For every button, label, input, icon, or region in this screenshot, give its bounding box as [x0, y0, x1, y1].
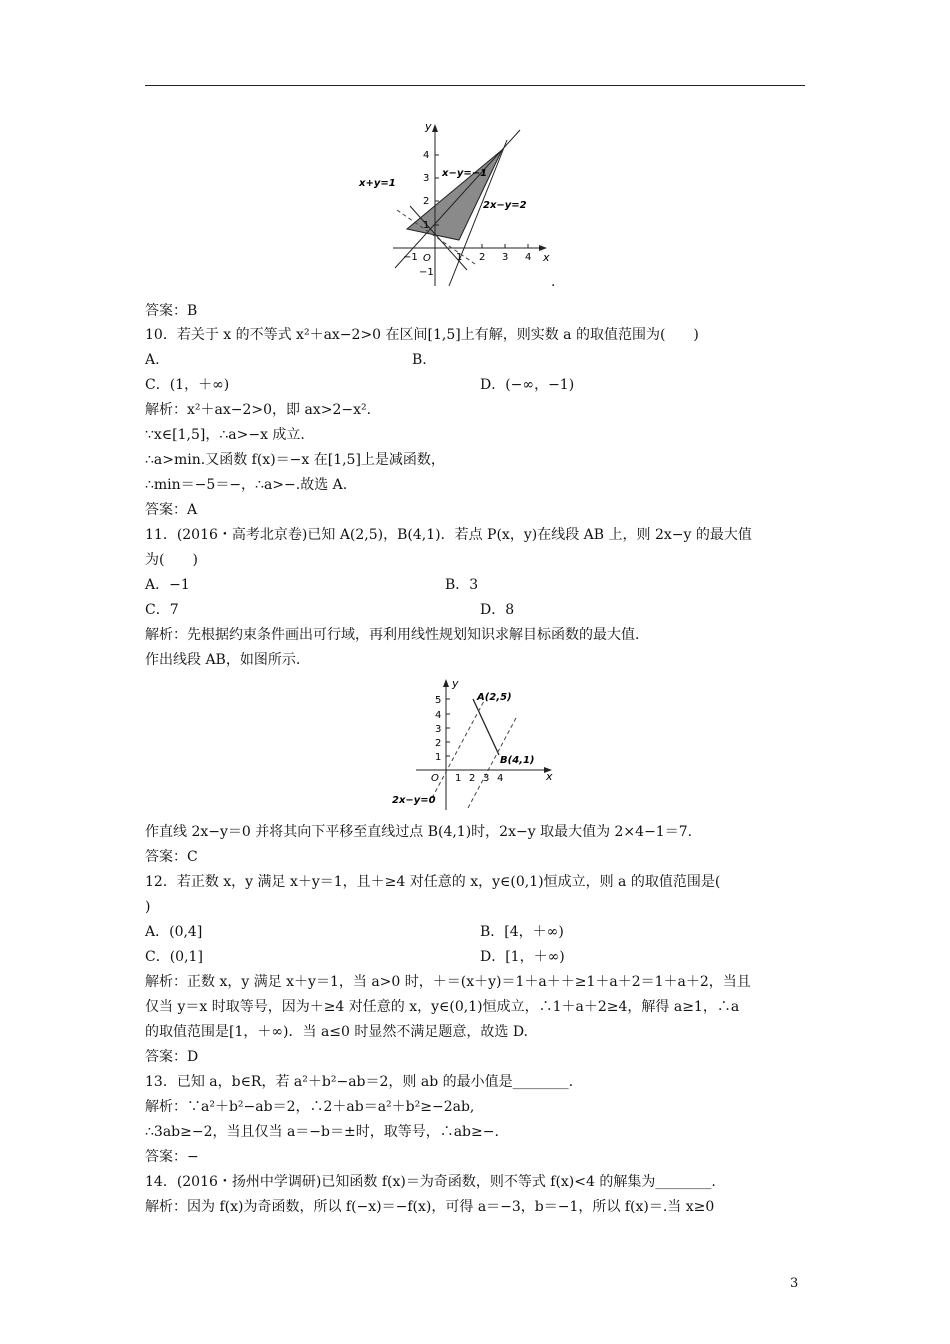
text-line: 解析：∵a²＋b²−ab＝2，∴2＋ab＝a²＋b²≥−2ab, — [145, 1099, 475, 1115]
text-line: A．(0,4] — [145, 924, 203, 940]
text-line: 答案：B — [145, 303, 198, 319]
fig2-y-tick: 3 — [435, 724, 442, 735]
text-line: D．8 — [480, 602, 515, 618]
text-line: 11．(2016・高考北京卷)已知 A(2,5)，B(4,1)．若点 P(x，y)在线段 AB 上，则 2x−y 的最大值 — [145, 527, 752, 543]
fig1-x-tick: 3 — [502, 252, 509, 263]
fig1-y-tick: 4 — [423, 150, 430, 161]
fig2-x-tick: 4 — [497, 773, 504, 784]
fig1-x-tick: 2 — [479, 252, 486, 263]
text-line: ∵x∈[1,5]，∴a>−x 成立. — [145, 427, 305, 443]
fig1-line-label: x−y=−1 — [442, 168, 488, 179]
text-line: A. — [145, 352, 160, 368]
text-line: 答案：C — [145, 849, 198, 865]
fig2-point-a-label: A(2,5) — [477, 692, 512, 703]
fig1-x-tick: −1 — [403, 252, 418, 263]
fig2-y-axis-label: y — [452, 677, 459, 690]
text-line: 答案：A — [145, 502, 198, 518]
text-line: ∴3ab≥−2，当且仅当 a＝−b＝±时，取等号，∴ab≥−. — [145, 1124, 499, 1140]
text-line: 作直线 2x−y＝0 并将其向下平移至直线过点 B(4,1)时，2x−y 取最大值为 2×4−1＝7. — [145, 824, 693, 840]
text-line: 答案：D — [145, 1049, 199, 1065]
text-line: C．7 — [145, 602, 179, 618]
fig2-line-label: 2x−y=0 — [392, 795, 436, 806]
text-line: 答案：− — [145, 1149, 199, 1165]
text-line: D．[1，＋∞) — [480, 949, 565, 965]
text-line: 解析：正数 x，y 满足 x＋y＝1，当 a>0 时，＋＝(x＋y)＝1＋a＋＋≥1＋a＋2＝1＋a＋2，当且 — [145, 974, 751, 990]
fig2-point-b-label: B(4,1) — [500, 755, 535, 766]
line-x-minus-y — [395, 130, 520, 268]
text-line: ) — [145, 899, 151, 915]
text-line: B．[4，＋∞) — [480, 924, 564, 940]
fig1-origin: O — [423, 253, 431, 264]
fig1-x-tick: 4 — [525, 252, 532, 263]
text-line: ∴min＝−5＝−，∴a>−.故选 A. — [145, 477, 348, 493]
text-line: 的取值范围是[1，＋∞)．当 a≤0 时显然不满足题意，故选 D. — [145, 1024, 529, 1040]
text-line: C．(1，＋∞) — [145, 377, 230, 393]
fig2-x-tick: 3 — [483, 773, 490, 784]
fig2-y-tick: 4 — [435, 710, 442, 721]
fig1-x-tick: 1 — [456, 252, 463, 263]
text-line: 解析：因为 f(x)为奇函数，所以 f(−x)＝−f(x)，可得 a＝−3，b＝−1，所以 f(x)＝.当 x≥0 — [145, 1199, 715, 1215]
segment-ab — [473, 699, 499, 755]
fig2-y-tick: 5 — [435, 695, 442, 706]
text-line: 解析：x²＋ax−2>0，即 ax>2−x². — [145, 402, 372, 418]
text-line: 13．已知 a，b∈R，若 a²＋b²−ab＝2，则 ab 的最小值是________. — [145, 1074, 574, 1090]
text-line: A．−1 — [145, 577, 190, 593]
fig1-y-tick: −1 — [419, 267, 434, 278]
fig2-x-tick: 1 — [455, 773, 462, 784]
text-line: 10．若关于 x 的不等式 x²＋ax−2>0 在区间[1,5]上有解，则实数 a 的取值范围为( ) — [145, 327, 699, 343]
fig1-y-axis-label: y — [425, 120, 432, 133]
text-line: ∴a>min.又函数 f(x)＝−x 在[1,5]上是减函数， — [145, 452, 445, 468]
text-line: 14．(2016・扬州中学调研)已知函数 f(x)＝为奇函数，则不等式 f(x)<4 的解集为________. — [145, 1174, 716, 1190]
fig1-y-tick: 1 — [423, 220, 430, 231]
text-line: 解析：先根据约束条件画出可行域，再利用线性规划知识求解目标函数的最大值. — [145, 627, 640, 643]
fig1-line-label: 2x−y=2 — [483, 200, 527, 211]
text-line: 仅当 y＝x 时取等号，因为＋≥4 对任意的 x，y∈(0,1)恒成立，∴1＋a＋2≥4，解得 a≥1，∴a — [145, 999, 740, 1015]
text-line: D．(−∞，−1) — [480, 377, 575, 393]
fig2-x-axis-label: x — [546, 770, 553, 783]
fig2-y-tick: 2 — [435, 738, 442, 749]
text-line: B．3 — [445, 577, 479, 593]
text-line: B. — [412, 352, 427, 368]
fig2-origin: O — [431, 773, 439, 784]
text-line: C．(0,1] — [145, 949, 203, 965]
fig2-y-tick: 1 — [435, 752, 442, 763]
header-rule — [145, 85, 805, 86]
text-line: 为( ) — [145, 552, 198, 568]
text-line: 作出线段 AB，如图所示. — [145, 652, 301, 668]
page-number: 3 — [790, 1276, 799, 1291]
fig2-x-tick: 2 — [469, 773, 476, 784]
figure-segment-ab — [388, 675, 563, 815]
fig1-y-tick: 3 — [423, 173, 430, 184]
text-line: 12．若正数 x，y 满足 x＋y＝1，且＋≥4 对任意的 x，y∈(0,1)恒成立，则 a 的取值范围是( — [145, 874, 721, 890]
fig1-trailing-dot: . — [551, 274, 556, 290]
figure-feasible-region — [355, 118, 560, 290]
fig1-x-axis-label: x — [543, 251, 550, 264]
fig1-line-label: x+y=1 — [359, 178, 396, 189]
fig1-y-tick: 2 — [423, 196, 430, 207]
